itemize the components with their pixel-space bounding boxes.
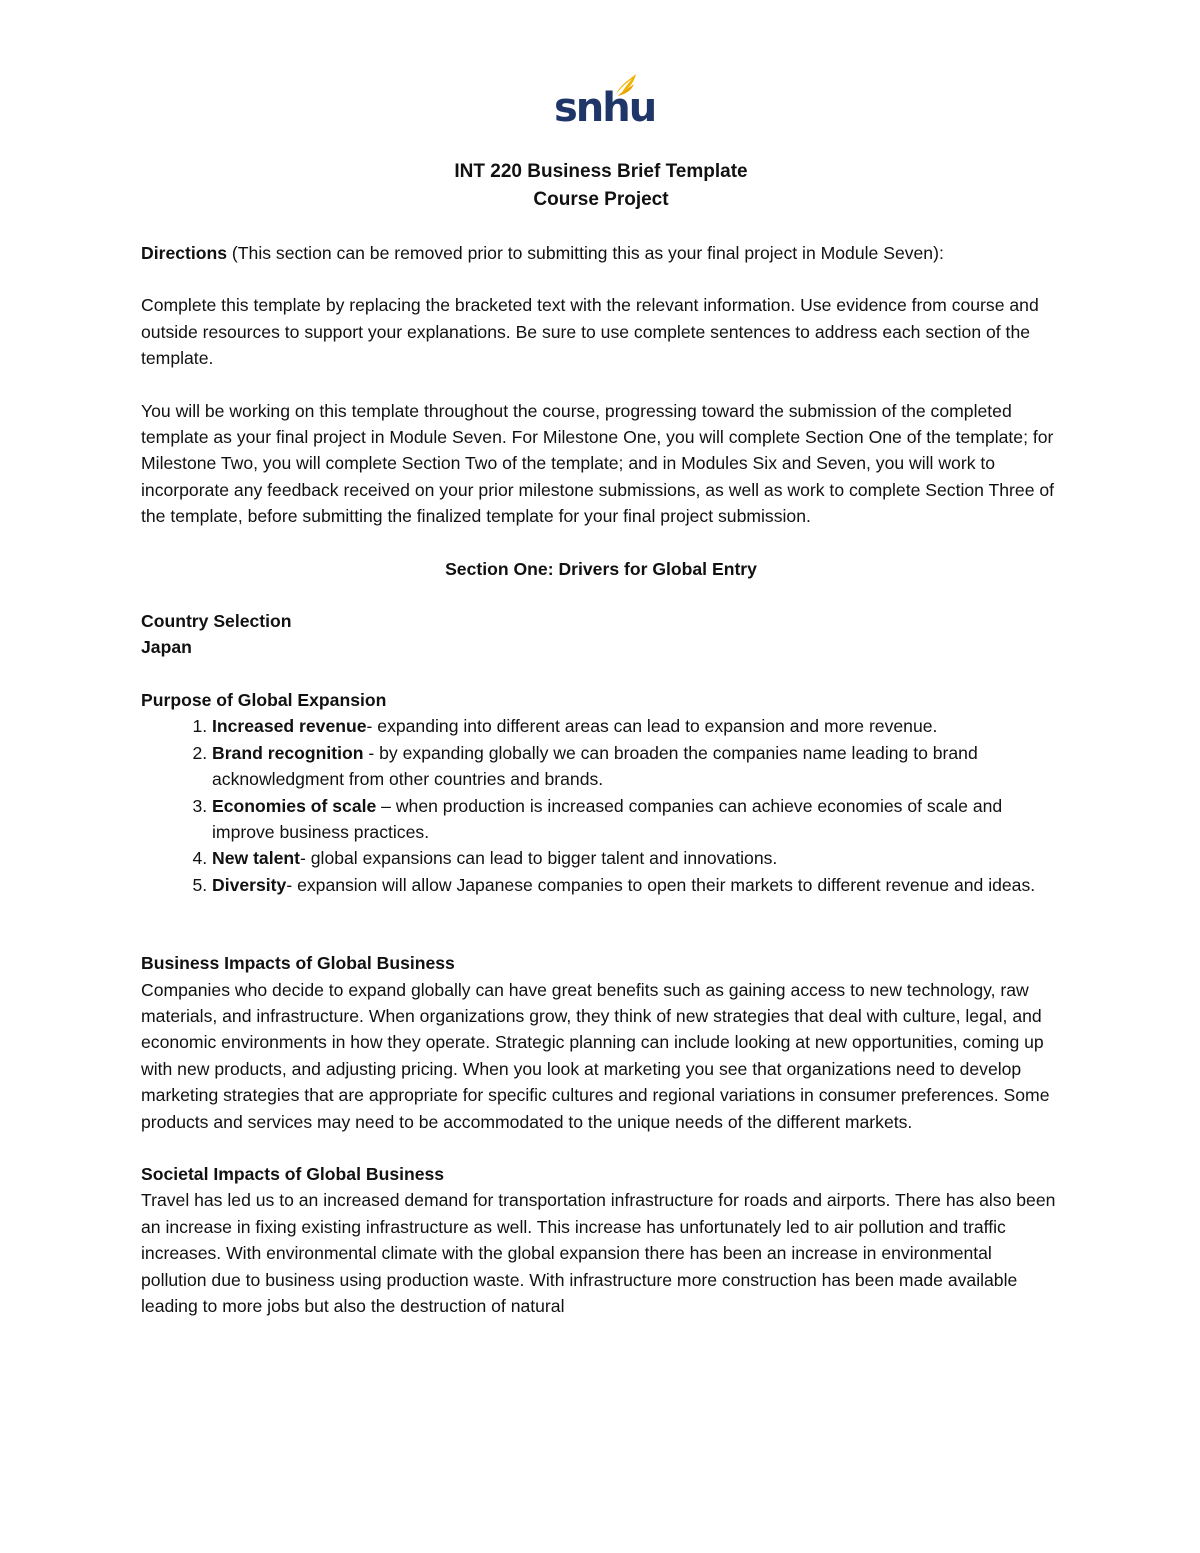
list-item-text: – when production is increased companies can achieve economies of scale and improve business practices. (212, 795, 1003, 842)
list-item (212, 713, 1061, 739)
directions-paragraph-2: You will be working on this template throughout the course, progressing toward the submission of the completed template as your final project in Module Seven. For Milestone One, you will complete Section One of the template; for Milestone Two, you will complete Section Two of the template; and in Modules Six and Seven, you will work to incorporate any feedback received on your prior milestone submissions, as well as work to complete Section Three of the template, before submitting the finalized template for your final project submission. (141, 400, 1055, 527)
logo-wordmark: snhu (554, 85, 656, 131)
list-item-term: Diversity (212, 874, 287, 895)
list-item-text: - expansion will allow Japanese companies to open their markets to different revenue and ideas. (286, 874, 1036, 895)
list-item-term: New talent (212, 848, 300, 869)
section-one-heading: Section One: Drivers for Global Entry (445, 558, 757, 579)
purpose-heading: Purpose of Global Expansion (141, 689, 387, 710)
directions-line (141, 240, 1061, 266)
directions-label: Directions (141, 243, 228, 263)
list-item-term: Brand recognition (212, 742, 364, 763)
document-subtitle: Course Project (533, 189, 669, 210)
list-item-text: - by expanding globally we can broaden the companies name leading to brand acknowledgment from other countries and brands. (212, 742, 978, 790)
societal-impacts-heading: Societal Impacts of Global Business (141, 1163, 445, 1184)
list-item-text: - global expansions can lead to bigger talent and innovations. (300, 848, 778, 869)
list-item (212, 872, 1061, 898)
purpose-list (141, 713, 1061, 898)
document-body (141, 158, 1061, 1319)
list-item (212, 740, 1061, 793)
document-title: INT 220 Business Brief Template (454, 161, 748, 182)
list-item (212, 793, 1061, 846)
list-item-term: Economies of scale (212, 795, 377, 816)
business-impacts-heading: Business Impacts of Global Business (141, 953, 455, 974)
country-selection-heading: Country Selection (141, 611, 292, 632)
societal-impacts-text: Travel has led us to an increased demand for transportation infrastructure for roads and airports. There has also been an increase in fixing existing infrastructure as well. This increase has unfortunately led to air pollution and traffic increases. With environmental climate with the global expansion there has been an increase in environmental pollution due to business using production waste. With infrastructure more construction has been made available leading to more jobs but also the destruction of natural (141, 1190, 1056, 1316)
snhu-logo (552, 72, 656, 134)
country-selection-value: Japan (141, 637, 192, 658)
directions-note: (This section can be removed prior to submitting this as your final project in Module Seven): (227, 243, 944, 263)
directions-paragraph-1: Complete this template by replacing the bracketed text with the relevant information. Use evidence from course and outside resources to support your explanations. Be sure to use complete sentences to address each section of the template. (141, 295, 1039, 369)
list-item-term: Increased revenue (212, 716, 367, 737)
list-item (212, 845, 1061, 871)
list-item-text: - expanding into different areas can lead to expansion and more revenue. (366, 716, 938, 737)
business-impacts-text: Companies who decide to expand globally can have great benefits such as gaining access to new technology, raw materials, and infrastructure. When organizations grow, they think of new strategies that deal with culture, legal, and economic environments in how they operate. Strategic planning can include looking at new opportunities, coming up with new products, and adjusting pricing. When you look at marketing you see that organizations need to develop marketing strategies that are appropriate for specific cultures and regional variations in consumer preferences. Some products and services may need to be accommodated to the unique needs of the different markets. (141, 979, 1050, 1132)
